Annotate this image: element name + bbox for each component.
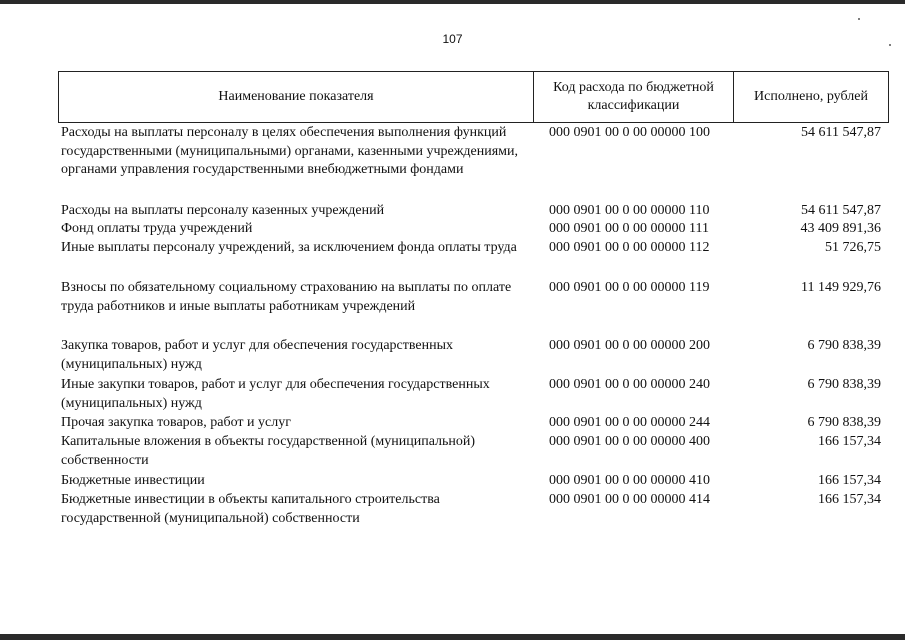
row-name: Иные выплаты персоналу учреждений, за исключением фонда оплаты труда xyxy=(61,240,517,255)
row-amount: 166 157,34 xyxy=(818,473,881,488)
row-amount: 11 149 929,76 xyxy=(801,280,881,295)
row-code: 000 0901 00 0 00 00000 400 xyxy=(549,434,710,449)
header-amount: Исполнено, рублей xyxy=(754,89,868,104)
row-name: Бюджетные инвестиции xyxy=(61,473,205,488)
row-name: Закупка товаров, работ и услуг для обеспечения государственных (муниципальных) нужд xyxy=(61,338,454,372)
scan-speck xyxy=(858,18,860,20)
row-code: 000 0901 00 0 00 00000 119 xyxy=(549,280,710,295)
row-name: Взносы по обязательному социальному страхованию на выплаты по оплате труда работников и иные выплаты работникам учреждений xyxy=(61,280,512,314)
row-code: 000 0901 00 0 00 00000 410 xyxy=(549,473,710,488)
scan-bottom-border xyxy=(0,634,905,640)
row-amount: 54 611 547,87 xyxy=(801,125,881,140)
row-amount: 6 790 838,39 xyxy=(807,338,881,353)
row-code: 000 0901 00 0 00 00000 100 xyxy=(549,125,710,140)
row-code: 000 0901 00 0 00 00000 200 xyxy=(549,338,710,353)
page-number: 107 xyxy=(442,32,463,46)
row-code: 000 0901 00 0 00 00000 414 xyxy=(549,492,710,507)
row-name: Бюджетные инвестиции в объекты капитального строительства государственной (муниципальной) собственности xyxy=(61,492,440,526)
row-name: Прочая закупка товаров, работ и услуг xyxy=(61,415,291,430)
row-name: Расходы на выплаты персоналу казенных учреждений xyxy=(61,203,385,218)
row-name: Фонд оплаты труда учреждений xyxy=(61,221,253,236)
row-amount: 6 790 838,39 xyxy=(807,377,881,392)
row-code: 000 0901 00 0 00 00000 112 xyxy=(549,240,710,255)
header-name: Наименование показателя xyxy=(59,72,534,122)
row-name: Расходы на выплаты персоналу в целях обеспечения выполнения функций государственными (муниципальными) органами, казенными учреждениями, органами управления государственными внебюджетными фондами xyxy=(61,125,518,177)
row-amount: 6 790 838,39 xyxy=(807,415,881,430)
row-name: Иные закупки товаров, работ и услуг для обеспечения государственных (муниципальных) нужд xyxy=(61,377,490,411)
row-amount: 54 611 547,87 xyxy=(801,203,881,218)
scan-top-border xyxy=(0,0,905,4)
row-code: 000 0901 00 0 00 00000 110 xyxy=(549,203,710,218)
row-code: 000 0901 00 0 00 00000 240 xyxy=(549,377,710,392)
row-amount: 43 409 891,36 xyxy=(800,221,881,236)
row-name: Капитальные вложения в объекты государственной (муниципальной) собственности xyxy=(61,434,476,468)
row-code: 000 0901 00 0 00 00000 244 xyxy=(549,415,710,430)
row-amount: 166 157,34 xyxy=(818,434,881,449)
row-amount: 51 726,75 xyxy=(825,240,881,255)
row-code: 000 0901 00 0 00 00000 111 xyxy=(549,221,709,236)
table-header xyxy=(58,71,889,123)
header-code: Код расхода по бюджетной классификации xyxy=(534,72,734,122)
row-amount: 166 157,34 xyxy=(818,492,881,507)
